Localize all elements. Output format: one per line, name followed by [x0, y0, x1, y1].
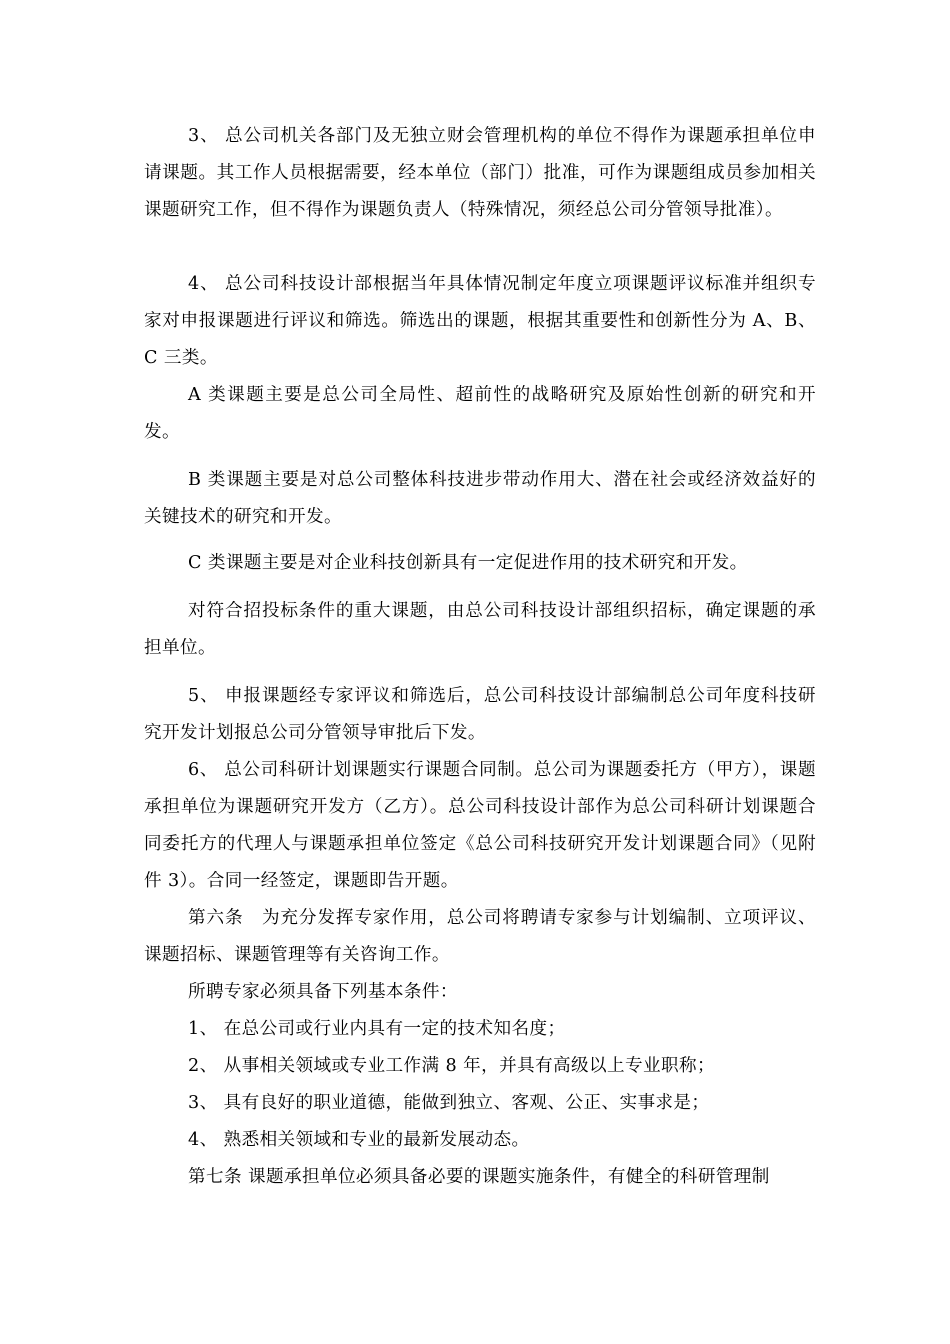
paragraph-article-7: 第七条 课题承担单位必须具备必要的课题实施条件，有健全的科研管理制	[188, 1167, 770, 1187]
paragraph-expert-conditions: 所聘专家必须具备下列基本条件：	[188, 982, 458, 1002]
paragraph-clause-5: 5、 申报课题经专家评议和筛选后，总公司科技设计部编制总公司年度科技研究开发计划报总公司分管领导审批后下发。	[144, 686, 816, 743]
list-item-condition-1: 1、 在总公司或行业内具有一定的技术知名度；	[188, 1019, 566, 1039]
paragraph-tendering: 对符合招投标条件的重大课题，由总公司科技设计部组织招标，确定课题的承担单位。	[144, 601, 816, 658]
paragraph-clause-3: 3、 总公司机关各部门及无独立财会管理机构的单位不得作为课题承担单位申请课题。其工作人员根据需要，经本单位（部门）批准，可作为课题组成员参加相关课题研究工作，但不得作为课题负责人（特殊情况，须经总公司分管领导批准）。	[144, 126, 816, 220]
list-item-condition-3: 3、 具有良好的职业道德，能做到独立、客观、公正、实事求是；	[188, 1093, 710, 1113]
paragraph-clause-4: 4、 总公司科技设计部根据当年具体情况制定年度立项课题评议标准并组织专家对申报课题进行评议和筛选。筛选出的课题，根据其重要性和创新性分为 A、B、C 三类。	[144, 274, 816, 368]
paragraph-article-6: 第六条 为充分发挥专家作用，总公司将聘请专家参与计划编制、立项评议、课题招标、课题管理等有关咨询工作。	[144, 908, 816, 965]
paragraph-clause-6: 6、 总公司科研计划课题实行课题合同制。总公司为课题委托方（甲方），课题承担单位为课题研究开发方（乙方）。总公司科技设计部作为总公司科研计划课题合同委托方的代理人与课题承担单位签定《总公司科技研究开发计划课题合同》（见附件 3）。合同一经签定，课题即告开题。	[144, 760, 816, 891]
paragraph-class-c: C 类课题主要是对企业科技创新具有一定促进作用的技术研究和开发。	[188, 553, 748, 573]
paragraph-class-b: B 类课题主要是对总公司整体科技进步带动作用大、潜在社会或经济效益好的关键技术的研究和开发。	[144, 470, 816, 527]
list-item-condition-4: 4、 熟悉相关领域和专业的最新发展动态。	[188, 1130, 530, 1150]
list-item-condition-2: 2、 从事相关领域或专业工作满 8 年，并具有高级以上专业职称；	[188, 1056, 715, 1076]
paragraph-class-a: A 类课题主要是总公司全局性、超前性的战略研究及原始性创新的研究和开发。	[144, 385, 816, 442]
